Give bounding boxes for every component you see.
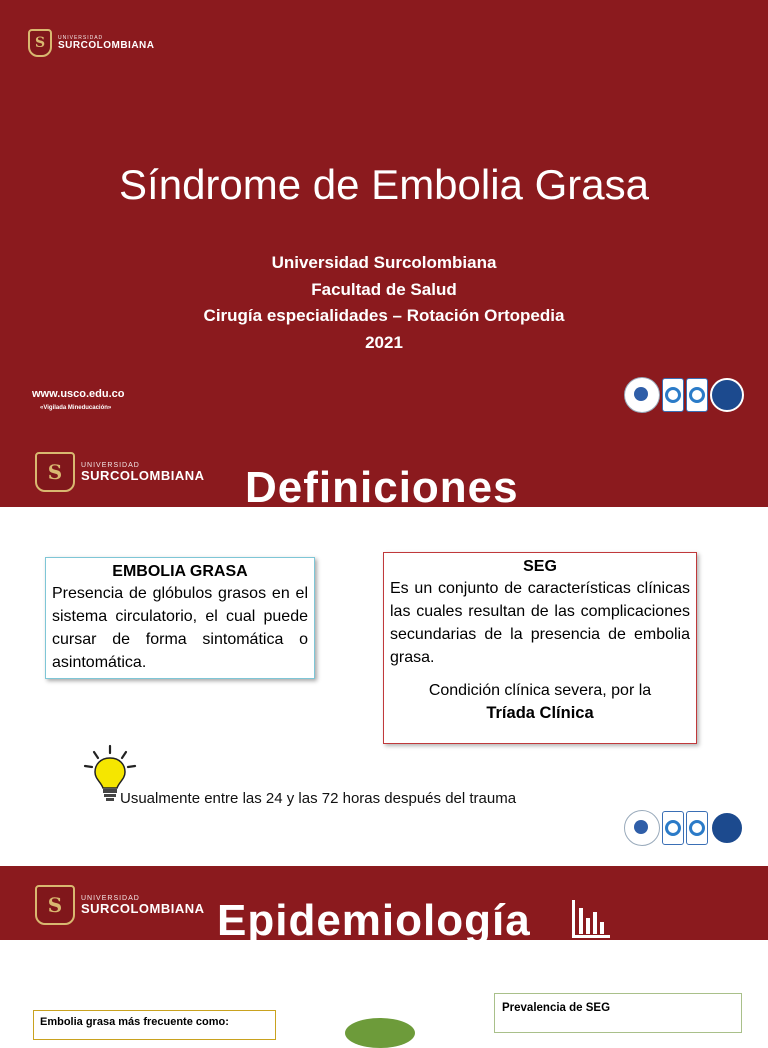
subtitle-block xyxy=(0,250,768,356)
icontec-badge-icon xyxy=(662,811,684,845)
iqnet-badge-icon xyxy=(710,811,744,845)
logo-name: SURCOLOMBIANA xyxy=(81,901,205,916)
subtitle-line: 2021 xyxy=(365,332,403,352)
slide-title: Definiciones xyxy=(245,463,519,512)
vigilada-text: «Vigilada Mineducación» xyxy=(40,405,112,411)
subtitle-line: Facultad de Salud xyxy=(311,279,457,299)
university-logo xyxy=(28,29,155,57)
embolia-frecuencia-box: Embolia grasa más frecuente como: xyxy=(33,1010,276,1040)
colombia-seal-icon xyxy=(624,377,660,413)
shield-icon: S xyxy=(35,452,75,492)
shield-icon: S xyxy=(35,885,75,925)
logo-name: SURCOLOMBIANA xyxy=(58,39,155,51)
title-slide xyxy=(0,0,768,432)
logo-small-text: UNIVERSIDAD xyxy=(58,34,104,41)
university-logo xyxy=(35,885,205,925)
subtitle-line: Universidad Surcolombiana xyxy=(271,253,497,272)
iso-badge-icon xyxy=(686,811,708,845)
green-shape xyxy=(345,1018,415,1048)
colombia-seal-icon xyxy=(624,810,660,846)
logo-name: SURCOLOMBIANA xyxy=(81,468,205,483)
slide-title: Síndrome de Embolia Grasa xyxy=(119,161,649,208)
website-link[interactable]: www.usco.edu.co xyxy=(32,388,125,400)
bar-chart-icon xyxy=(570,898,612,940)
box-text: Es un conjunto de características clínicas las cuales resultan de las complicaciones secundarias de la presencia de embolia grasa. xyxy=(390,580,690,666)
university-logo xyxy=(35,452,205,492)
subtitle-line: Cirugía especialidades – Rotación Ortopedia xyxy=(203,306,565,325)
prevalencia-box: Prevalencia de SEG xyxy=(494,993,742,1033)
embolia-grasa-box xyxy=(45,557,315,679)
iqnet-badge-icon xyxy=(710,378,744,412)
logo-small-text: UNIVERSIDAD xyxy=(81,895,140,902)
certification-badges xyxy=(624,377,744,413)
box-heading: EMBOLIA GRASA xyxy=(112,563,248,580)
logo-small-text: UNIVERSIDAD xyxy=(81,462,140,469)
certification-badges xyxy=(624,810,744,846)
slide-title: Epidemiología xyxy=(217,896,531,945)
triad-text: Tríada Clínica xyxy=(486,704,594,722)
timing-note: Usualmente entre las 24 y las 72 horas después del trauma xyxy=(120,790,517,807)
box-text: Presencia de glóbulos grasos en el sistema circulatorio, el cual puede cursar de forma sintomática o asintomática. xyxy=(52,585,308,671)
condition-text: Condición clínica severa, por la xyxy=(428,682,652,699)
iso-badge-icon xyxy=(686,378,708,412)
box-heading: SEG xyxy=(523,558,557,575)
shield-icon: S xyxy=(28,29,52,57)
seg-box xyxy=(383,552,697,744)
icontec-badge-icon xyxy=(662,378,684,412)
